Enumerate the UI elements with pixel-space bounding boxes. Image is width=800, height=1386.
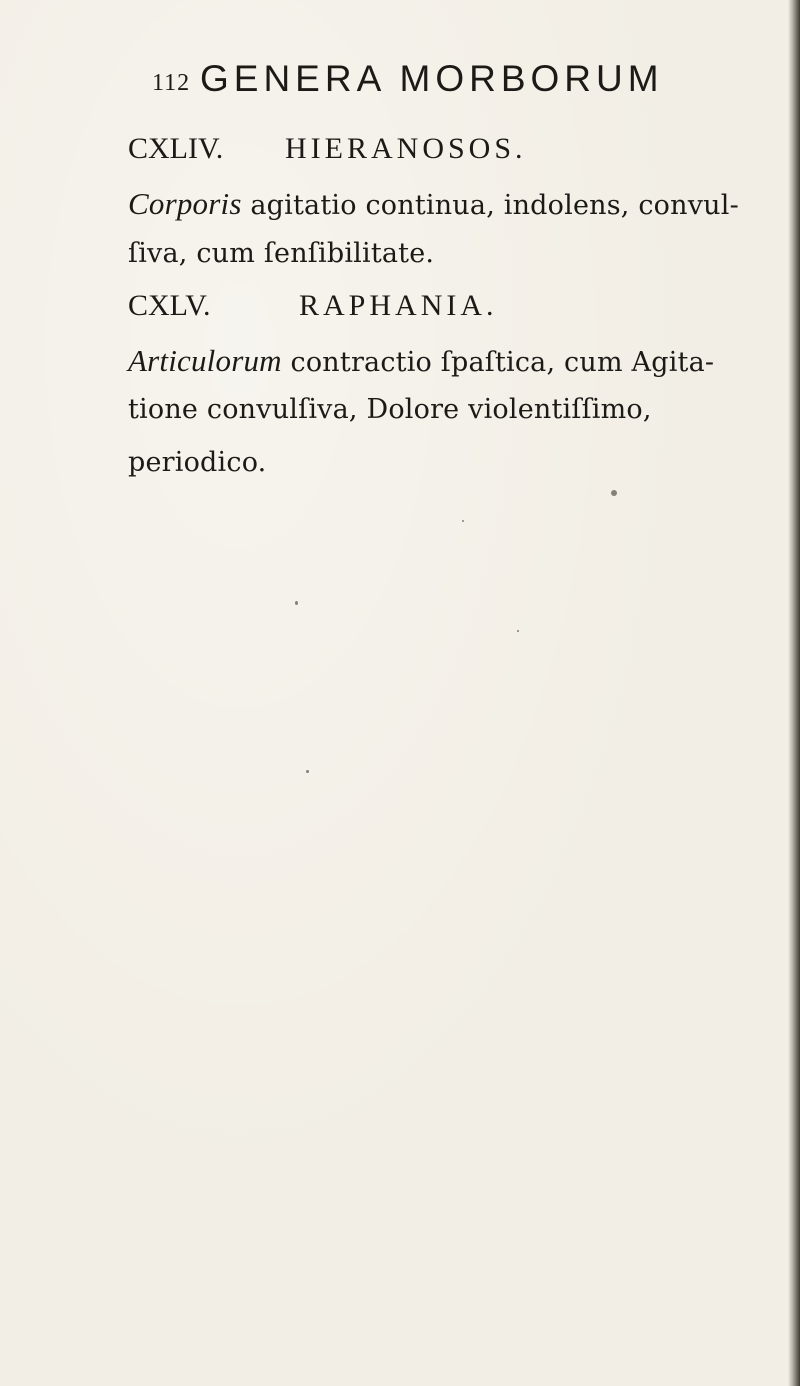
definition-lead-word: Articulorum [128,343,282,378]
running-head [152,58,752,102]
running-title: GENERA MORBORUM [200,58,664,99]
page-number: 112 [152,70,191,96]
paper-speck [611,490,617,496]
definition-text: contractio ſpaſtica, cum Agita- [281,347,715,378]
definition-line [128,238,434,269]
paper-speck [306,770,309,773]
definition-text: periodico. [128,447,267,478]
definition-line [128,394,652,425]
binding-edge-shadow [788,0,800,1386]
definition-line [128,186,739,222]
paper-speck [517,630,519,632]
paper-speck [462,520,464,522]
definition-text: tione convulſiva, Dolore violentiſſimo, [128,394,652,425]
entry-heading-hieranosos [128,132,688,172]
entry-name: HIERANOSOS. [285,132,527,165]
paper-speck [295,601,298,605]
entry-number: CXLV. [128,289,211,322]
entry-name: RAPHANIA. [299,289,498,322]
definition-lead-word: Corporis [128,186,242,221]
definition-text: agitatio continua, indolens, convul- [241,190,739,221]
definition-text: ſiva, cum ſenſibilitate. [128,238,435,269]
entry-number: CXLIV. [128,132,224,165]
definition-line [128,447,266,478]
definition-line [128,343,714,379]
entry-heading-raphania [128,289,688,329]
